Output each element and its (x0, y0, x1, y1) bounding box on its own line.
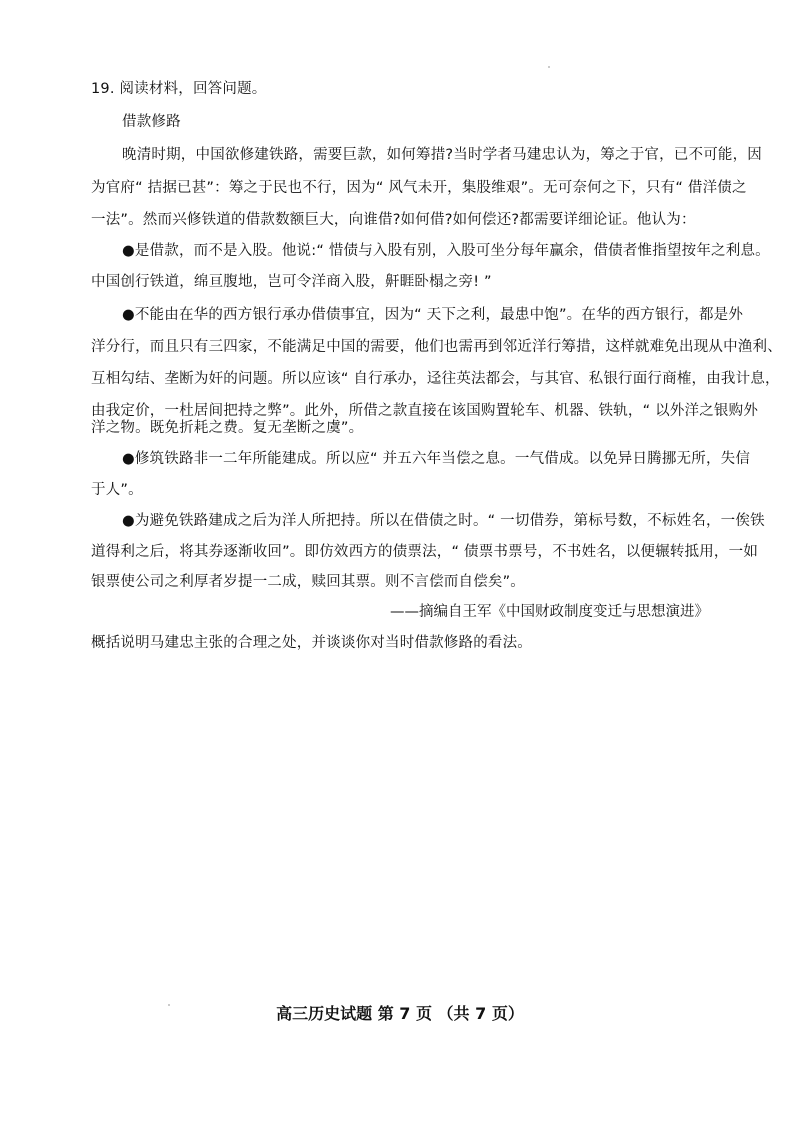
material-line: ●不能由在华的西方银行承办借债事宜，因为“ 天下之利，最患中饱”。在华的西方银行，都是外 (122, 307, 744, 323)
material-source: ——摘编自王军《中国财政制度变迁与思想演进》 (390, 604, 709, 620)
material-line: 为官府“ 拮据已甚”：筹之于民也不行，因为“ 风气未开，集股维艰”。无可奈何之下，只有“ 借洋债之 (91, 180, 747, 196)
material-line: 银票使公司之利厚者岁提一二成，赎回其票。则不言偿而自偿矣”。 (91, 574, 526, 590)
question-prompt: 概括说明马建忠主张的合理之处，并谈谈你对当时借款修路的看法。 (91, 635, 532, 651)
material-line: 于人”。 (91, 482, 143, 498)
material-line: 互相勾结、垄断为奸的问题。所以应该“ 自行承办，迳往英法都会，与其官、私银行面行商榷，由我计息， (91, 371, 780, 387)
material-line: 洋之物。既免折耗之费。复无垄断之虞”。 (91, 420, 364, 436)
question-heading: 19. 阅读材料，回答问题。 (91, 81, 267, 97)
scan-speck (168, 1004, 170, 1006)
material-line: 由我定价，一杜居间把持之弊”。此外，所借之款直接在该国购置轮车、机器、铁轨，“ 以外洋之银购外 (91, 403, 759, 419)
material-line: ●为避免铁路建成之后为洋人所把持。所以在借债之时。“ 一切借券，第标号数，不标姓名，一俟铁 (122, 513, 765, 529)
material-line: 晚清时期，中国欲修建铁路，需要巨款，如何筹措?当时学者马建忠认为，筹之于官，已不可能，因 (122, 147, 762, 163)
material-line: ●是借款，而不是入股。他说:“ 惜债与入股有别，入股可坐分每年赢余，借债者惟指望按年之利息。 (122, 243, 770, 259)
material-subtitle: 借款修路 (122, 114, 181, 130)
material-line: 洋分行，而且只有三四家，不能满足中国的需要，他们也需再到邻近洋行筹措，这样就难免出现从中渔利、 (91, 339, 782, 355)
material-line: 道得利之后，将其券逐渐收回”。即仿效西方的债票法，“ 债票书票号，不书姓名，以便辗转抵用，一如 (91, 544, 759, 560)
page-footer: 高三历史试题 第 7 页 （共 7 页） (276, 1004, 524, 1023)
material-line: 一法”。然而兴修铁道的借款数额巨大，向谁借?如何借?如何偿还?都需要详细论证。他认为： (91, 212, 696, 228)
scan-speck (548, 66, 550, 68)
material-line: 中国创行铁道，绵亘腹地，岂可令洋商入股，鼾睚卧榻之旁! ” (91, 274, 492, 290)
material-line: ●修筑铁路非一二年所能建成。所以应“ 并五六年当偿之息。一气借成。以免异日腾挪无所，失信 (122, 451, 751, 467)
